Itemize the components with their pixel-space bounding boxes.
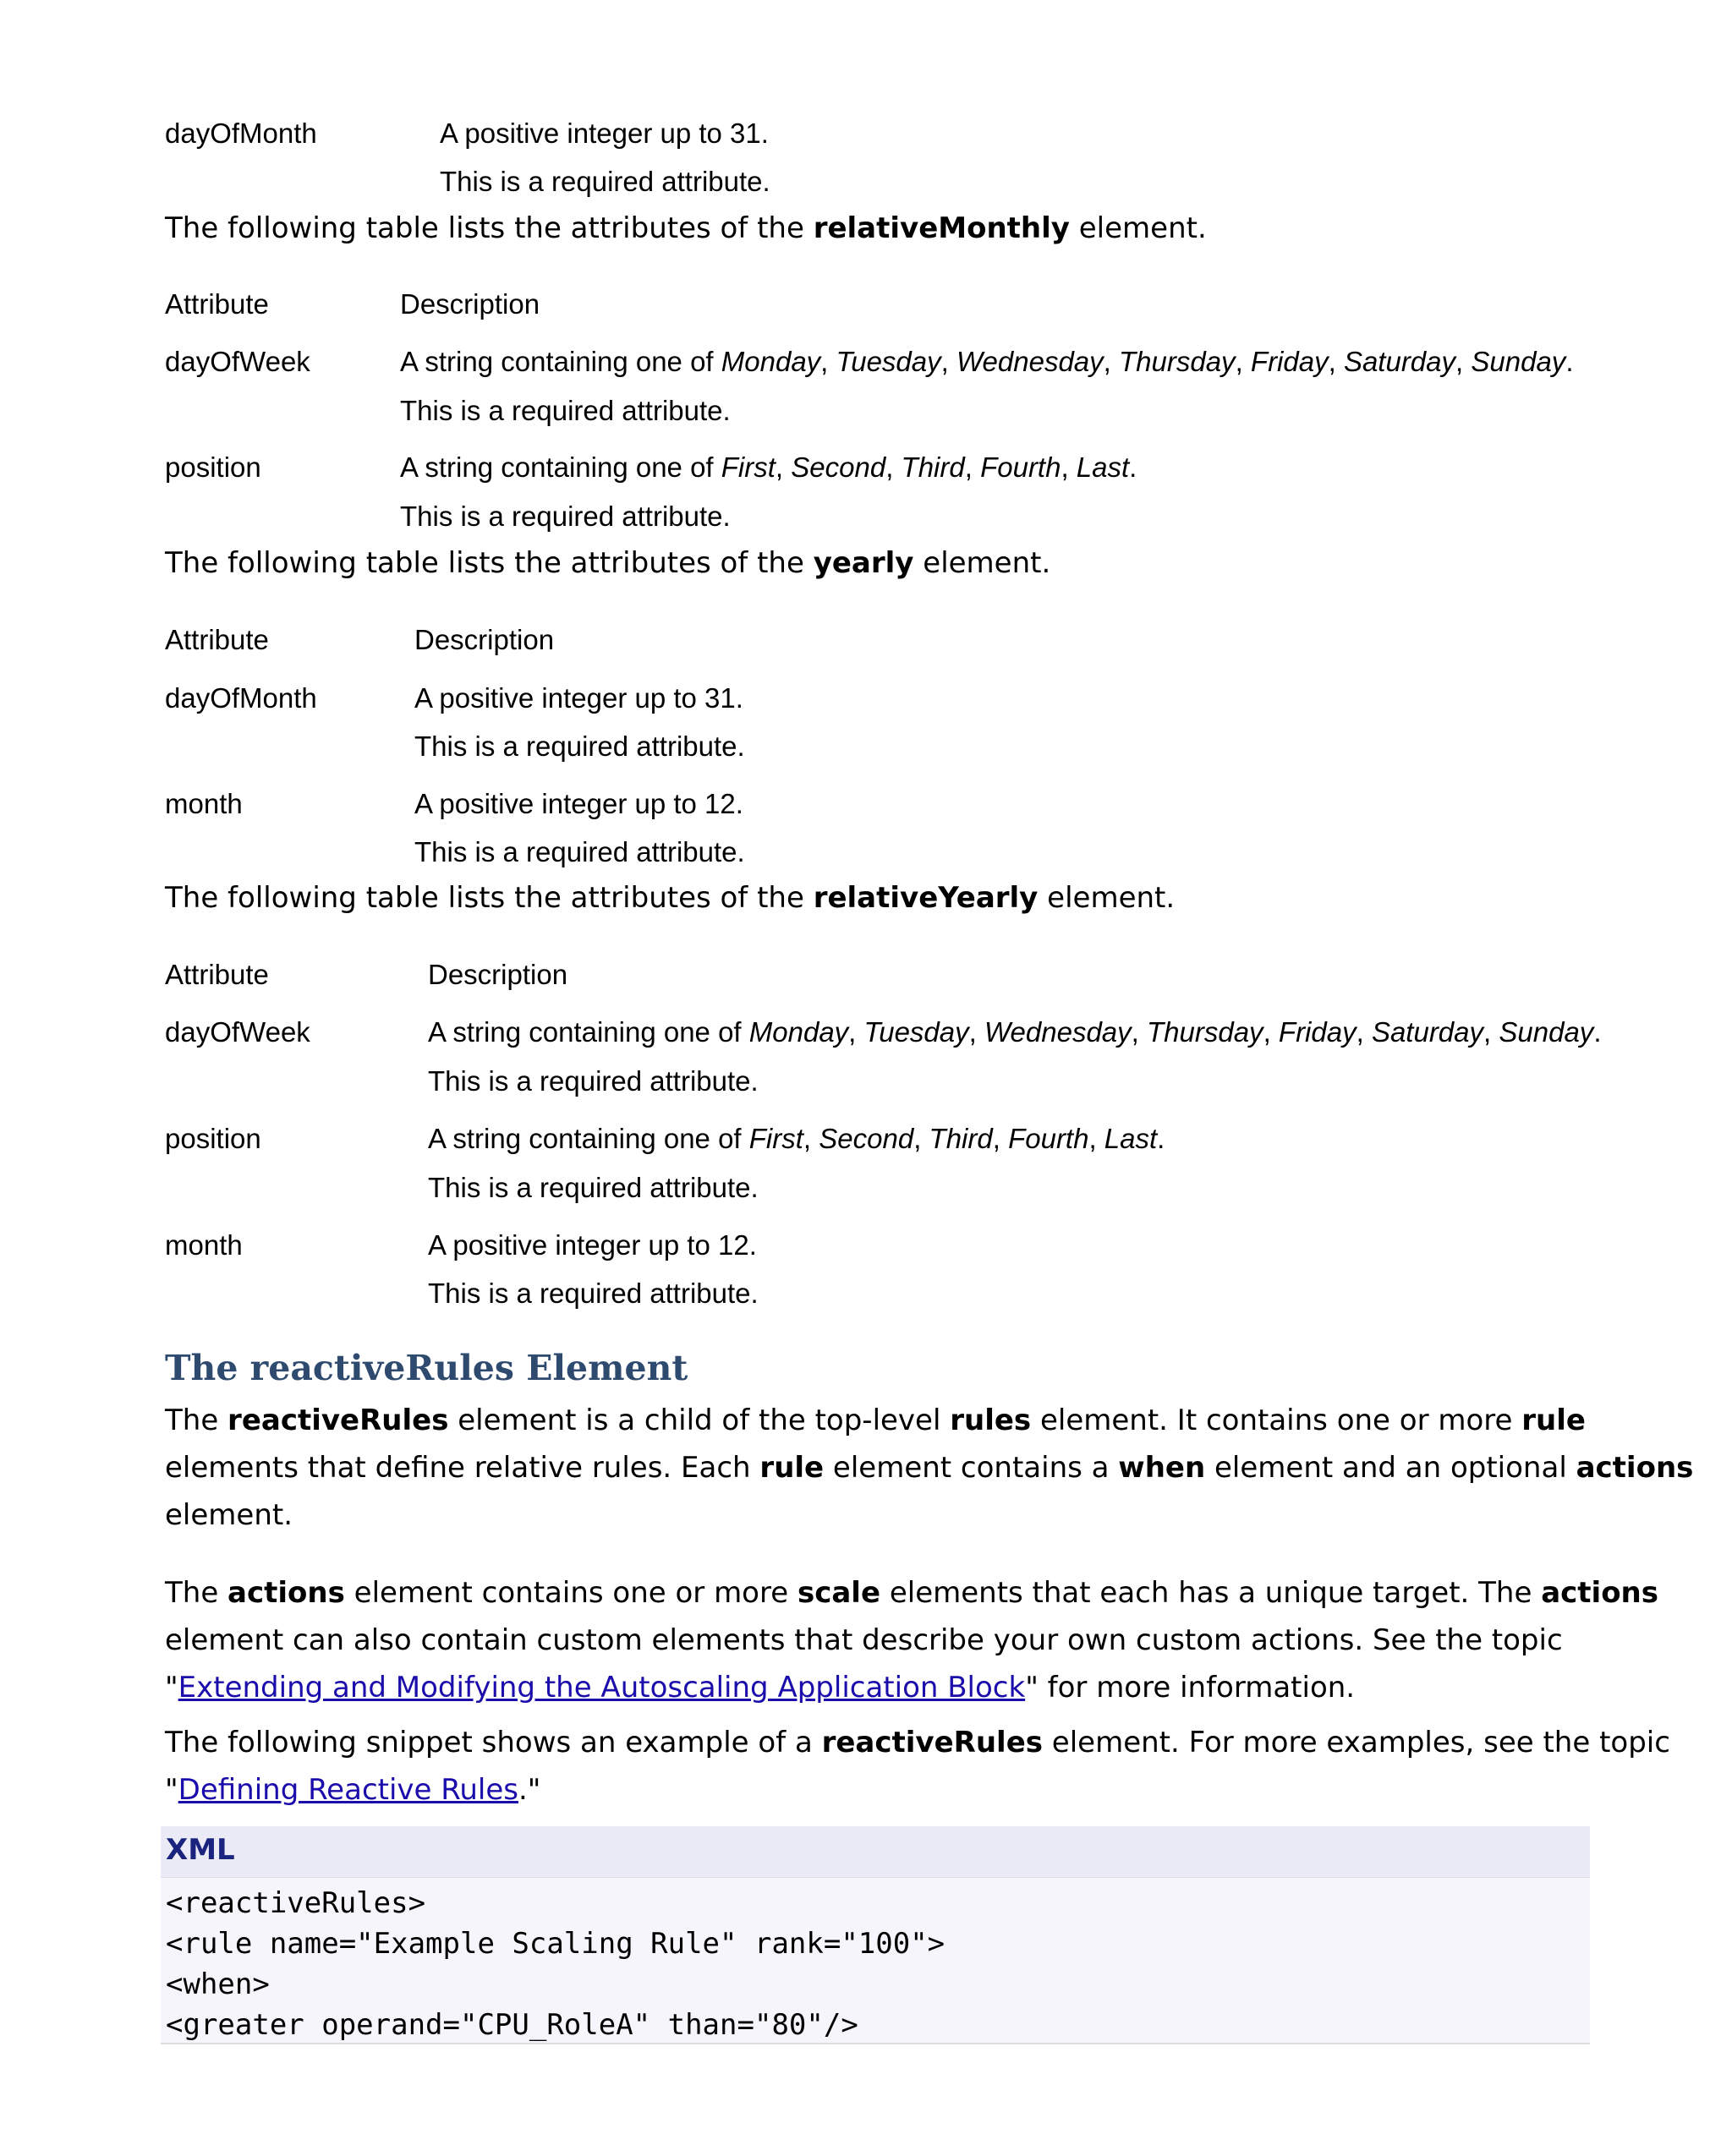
- code-line: <reactiveRules>: [166, 1886, 426, 1920]
- attr-desc-line: A positive integer up to 31.: [414, 682, 743, 714]
- paragraph-line: "Extending and Modifying the Autoscaling Application Block" for more information.: [165, 1671, 1356, 1705]
- attr-name-dayofweek: dayOfWeek: [165, 346, 310, 377]
- code-line: <greater operand="CPU_RoleA" than="80"/>: [166, 2008, 858, 2042]
- table-header-attribute: Attribute: [165, 288, 269, 320]
- code-line: <rule name="Example Scaling Rule" rank="100">: [166, 1927, 945, 1961]
- attr-desc-positions: A string containing one of First, Second, Third, Fourth, Last.: [428, 1123, 1165, 1154]
- attr-name-dayofweek: dayOfWeek: [165, 1016, 310, 1048]
- attr-desc-line: A positive integer up to 12.: [414, 788, 743, 819]
- attr-desc-line: This is a required attribute.: [400, 395, 731, 426]
- attr-name-month: month: [165, 788, 243, 819]
- attr-desc-line: This is a required attribute.: [414, 731, 745, 762]
- link-extending-autoscaling[interactable]: Extending and Modifying the Autoscaling Application Block: [178, 1671, 1026, 1705]
- paragraph-snippet-intro: [165, 1719, 1670, 1814]
- paragraph-line: The actions element contains one or more scale elements that each has a unique target. The actions: [165, 1576, 1658, 1610]
- attr-name-position: position: [165, 451, 261, 483]
- relativeyearly-intro: The following table lists the attributes of the relativeYearly element.: [165, 881, 1176, 915]
- attr-name-position: position: [165, 1123, 261, 1154]
- paragraph-line: element can also contain custom elements that describe your own custom actions. See the topic: [165, 1623, 1563, 1657]
- table-header-attribute: Attribute: [165, 624, 269, 655]
- paragraph-line: The following snippet shows an example of a reactiveRules element. For more examples, see the topic: [165, 1726, 1670, 1759]
- attr-name-dayofmonth: dayOfMonth: [165, 682, 317, 714]
- code-language-label: XML: [166, 1833, 235, 1867]
- table-header-attribute: Attribute: [165, 959, 269, 990]
- table-header-description: Description: [400, 288, 540, 320]
- yearly-intro: The following table lists the attributes of the yearly element.: [165, 546, 1051, 580]
- attr-desc-days: A string containing one of Monday, Tuesday, Wednesday, Thursday, Friday, Saturday, Sunday.: [400, 346, 1574, 377]
- code-block: [161, 1826, 1590, 2044]
- paragraph-line: "Defining Reactive Rules.": [165, 1773, 541, 1807]
- attr-desc-line: A positive integer up to 31.: [440, 118, 769, 149]
- attr-desc-line: This is a required attribute.: [428, 1065, 759, 1097]
- attr-desc-line: This is a required attribute.: [400, 501, 731, 532]
- attr-desc-positions: A string containing one of First, Second, Third, Fourth, Last.: [400, 451, 1137, 483]
- attr-name-month: month: [165, 1229, 243, 1261]
- attr-desc-line: This is a required attribute.: [440, 166, 770, 197]
- section-heading: The reactiveRules Element: [165, 1348, 688, 1388]
- paragraph-actions: [165, 1569, 1658, 1711]
- attr-desc-line: A positive integer up to 12.: [428, 1229, 757, 1261]
- attr-desc-line: This is a required attribute.: [414, 836, 745, 867]
- paragraph-line: The reactiveRules element is a child of the top-level rules element. It contains one or more rule: [165, 1404, 1586, 1437]
- paragraph-line: elements that define relative rules. Each rule element contains a when element and an optional actions: [165, 1451, 1694, 1485]
- table-header-description: Description: [428, 959, 568, 990]
- paragraph-reactive-rules: [165, 1397, 1694, 1539]
- paragraph-line: element.: [165, 1498, 293, 1532]
- attr-desc-line: This is a required attribute.: [428, 1278, 759, 1309]
- code-line: <when>: [166, 1967, 270, 2001]
- attr-name-dayofmonth: dayOfMonth: [165, 118, 317, 149]
- code-block-header: [161, 1826, 1590, 1878]
- attr-desc-line: This is a required attribute.: [428, 1172, 759, 1203]
- attr-desc-days: A string containing one of Monday, Tuesday, Wednesday, Thursday, Friday, Saturday, Sunday.: [428, 1016, 1602, 1048]
- link-defining-reactive-rules[interactable]: Defining Reactive Rules: [178, 1773, 518, 1807]
- table-header-description: Description: [414, 624, 555, 655]
- relativemonthly-intro: The following table lists the attributes of the relativeMonthly element.: [165, 211, 1207, 245]
